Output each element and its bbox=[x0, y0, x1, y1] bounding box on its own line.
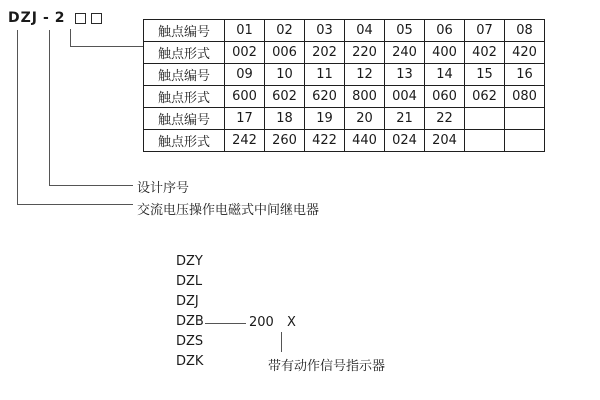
variant-suffix: X bbox=[286, 315, 296, 330]
model-prefix: DZJ bbox=[8, 10, 38, 26]
variant-number: 200 bbox=[249, 315, 274, 330]
table-cell bbox=[465, 108, 505, 130]
relay-type-label: 交流电压操作电磁式中间继电器 bbox=[137, 203, 320, 218]
lead-line-contact-code bbox=[70, 29, 144, 47]
table-cell: 16 bbox=[505, 64, 545, 86]
table-cell: 080 bbox=[505, 86, 545, 108]
table-cell bbox=[505, 108, 545, 130]
variant-lead-line bbox=[205, 323, 246, 324]
contact-code-table bbox=[143, 19, 545, 152]
table-cell: 10 bbox=[265, 64, 305, 86]
table-cell: 202 bbox=[305, 42, 345, 64]
table-cell: 17 bbox=[225, 108, 265, 130]
table-cell: 14 bbox=[425, 64, 465, 86]
row-header-cell: 触点编号 bbox=[144, 108, 225, 130]
list-item: DZK bbox=[176, 354, 204, 369]
table-cell: 220 bbox=[345, 42, 385, 64]
table-cell: 602 bbox=[265, 86, 305, 108]
table-cell: 13 bbox=[385, 64, 425, 86]
table-cell: 01 bbox=[225, 20, 265, 42]
table-cell: 11 bbox=[305, 64, 345, 86]
lead-line-design-series bbox=[49, 30, 133, 186]
table-cell: 004 bbox=[385, 86, 425, 108]
variant-value bbox=[249, 315, 296, 330]
table-cell: 242 bbox=[225, 130, 265, 152]
table-cell: 600 bbox=[225, 86, 265, 108]
variant-indicator-line bbox=[281, 332, 282, 352]
model-separator: - bbox=[42, 10, 50, 26]
table-row bbox=[144, 20, 545, 42]
table-cell: 024 bbox=[385, 130, 425, 152]
row-header-cell: 触点编号 bbox=[144, 64, 225, 86]
table-row bbox=[144, 64, 545, 86]
table-cell: 12 bbox=[345, 64, 385, 86]
table-cell: 260 bbox=[265, 130, 305, 152]
table-cell: 402 bbox=[465, 42, 505, 64]
table-cell: 240 bbox=[385, 42, 425, 64]
table-cell: 18 bbox=[265, 108, 305, 130]
table-row bbox=[144, 42, 545, 64]
table-cell: 06 bbox=[425, 20, 465, 42]
table-cell: 20 bbox=[345, 108, 385, 130]
table-row bbox=[144, 108, 545, 130]
table-cell: 08 bbox=[505, 20, 545, 42]
table-row bbox=[144, 86, 545, 108]
row-header-cell: 触点形式 bbox=[144, 42, 225, 64]
table-cell: 062 bbox=[465, 86, 505, 108]
table-cell: 800 bbox=[345, 86, 385, 108]
table-cell: 19 bbox=[305, 108, 345, 130]
table-cell: 21 bbox=[385, 108, 425, 130]
list-item: DZY bbox=[176, 254, 203, 269]
table-cell: 09 bbox=[225, 64, 265, 86]
table-cell: 002 bbox=[225, 42, 265, 64]
table-cell bbox=[505, 130, 545, 152]
table-cell: 15 bbox=[465, 64, 505, 86]
placeholder-box-1 bbox=[75, 13, 86, 24]
table-cell: 006 bbox=[265, 42, 305, 64]
row-header-cell: 触点形式 bbox=[144, 130, 225, 152]
model-family-list bbox=[176, 252, 204, 372]
table-cell: 22 bbox=[425, 108, 465, 130]
table-cell: 04 bbox=[345, 20, 385, 42]
list-item: DZB bbox=[176, 314, 204, 329]
list-item: DZJ bbox=[176, 294, 199, 309]
table-cell: 422 bbox=[305, 130, 345, 152]
model-code bbox=[8, 10, 102, 26]
table-cell: 204 bbox=[425, 130, 465, 152]
list-item: DZL bbox=[176, 274, 203, 289]
variant-note-label: 带有动作信号指示器 bbox=[268, 359, 386, 374]
list-item: DZS bbox=[176, 334, 204, 349]
placeholder-box-2 bbox=[91, 13, 102, 24]
table-cell: 420 bbox=[505, 42, 545, 64]
table-row bbox=[144, 130, 545, 152]
row-header-cell: 触点形式 bbox=[144, 86, 225, 108]
table-cell: 03 bbox=[305, 20, 345, 42]
table-cell: 05 bbox=[385, 20, 425, 42]
table-cell: 07 bbox=[465, 20, 505, 42]
table-cell bbox=[465, 130, 505, 152]
table-cell: 060 bbox=[425, 86, 465, 108]
table-cell: 620 bbox=[305, 86, 345, 108]
design-series-label: 设计序号 bbox=[137, 181, 190, 196]
model-series-digit: 2 bbox=[54, 10, 66, 26]
table-cell: 02 bbox=[265, 20, 305, 42]
row-header-cell: 触点编号 bbox=[144, 20, 225, 42]
table-cell: 400 bbox=[425, 42, 465, 64]
table-cell: 440 bbox=[345, 130, 385, 152]
